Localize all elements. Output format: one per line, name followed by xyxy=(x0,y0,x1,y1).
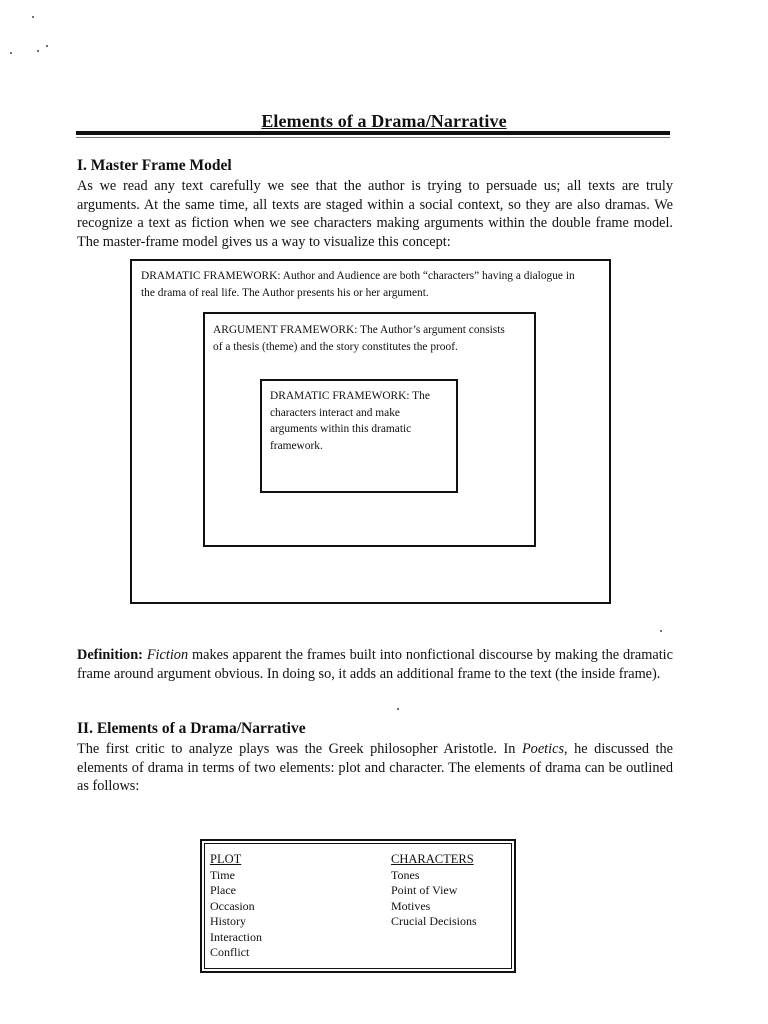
page-title: Elements of a Drama/Narrative xyxy=(261,111,507,131)
scan-speck xyxy=(660,630,662,632)
section1-heading: I. Master Frame Model xyxy=(77,157,232,174)
scan-speck xyxy=(37,50,39,52)
elements-table xyxy=(200,839,516,973)
outer-frame-text: DRAMATIC FRAMEWORK: Author and Audience are both “characters” having a dialogue in the drama of real life. The Author presents his or her argument. xyxy=(141,270,575,299)
definition-term: Fiction xyxy=(146,647,189,663)
inner-frame-text: DRAMATIC FRAMEWORK: The characters interact and make arguments within this dramatic framework. xyxy=(270,390,430,452)
plot-item: Time xyxy=(210,867,235,882)
scan-speck xyxy=(32,16,34,18)
scan-speck xyxy=(397,708,399,710)
plot-header: PLOT xyxy=(210,852,242,866)
plot-column xyxy=(210,852,262,961)
plot-item: Place xyxy=(210,883,236,897)
title-rule xyxy=(76,131,670,135)
definition-paragraph xyxy=(77,646,673,683)
characters-item: Point of View xyxy=(391,883,458,897)
section2-text-before: The first critic to analyze plays was the Greek philosopher Aristotle. In xyxy=(77,741,522,757)
definition-text: makes apparent the frames built into nonfictional discourse by making the dramatic frame around argument obvious. In doing so, it adds an additional frame to the text (the inside frame). xyxy=(77,647,674,682)
scan-speck xyxy=(10,52,12,54)
characters-item: Crucial Decisions xyxy=(391,914,477,928)
plot-item: Conflict xyxy=(210,945,250,959)
section2-work-title: Poetics xyxy=(521,741,565,757)
section2-text-after: , he discussed the elements of drama in terms of two elements: plot and character. The elements of drama can be outlined as follows: xyxy=(77,741,673,794)
section1-intro: As we read any text carefully we see that the author is trying to persuade us; all texts are truly arguments. At the same time, all texts are staged within a social context, so they are also dramas. We recognize a text as fiction when we see characters making arguments within the double frame model. The master-frame model gives us a way to visualize this concept: xyxy=(77,178,673,250)
title-rule-thin xyxy=(76,137,670,138)
characters-header: CHARACTERS xyxy=(391,852,474,866)
section2-heading: II. Elements of a Drama/Narrative xyxy=(77,720,306,737)
characters-item: Motives xyxy=(391,898,431,913)
characters-item: Tones xyxy=(391,867,420,882)
scan-speck xyxy=(46,45,48,47)
section2-paragraph xyxy=(77,740,673,796)
definition-label: Definition: xyxy=(77,647,143,663)
plot-item: Occasion xyxy=(210,898,255,913)
plot-item: Interaction xyxy=(210,929,262,944)
middle-frame-text: ARGUMENT FRAMEWORK: The Author’s argument consists of a thesis (theme) and the story constitutes the proof. xyxy=(213,324,505,353)
characters-column xyxy=(391,852,477,930)
plot-item: History xyxy=(210,914,246,928)
